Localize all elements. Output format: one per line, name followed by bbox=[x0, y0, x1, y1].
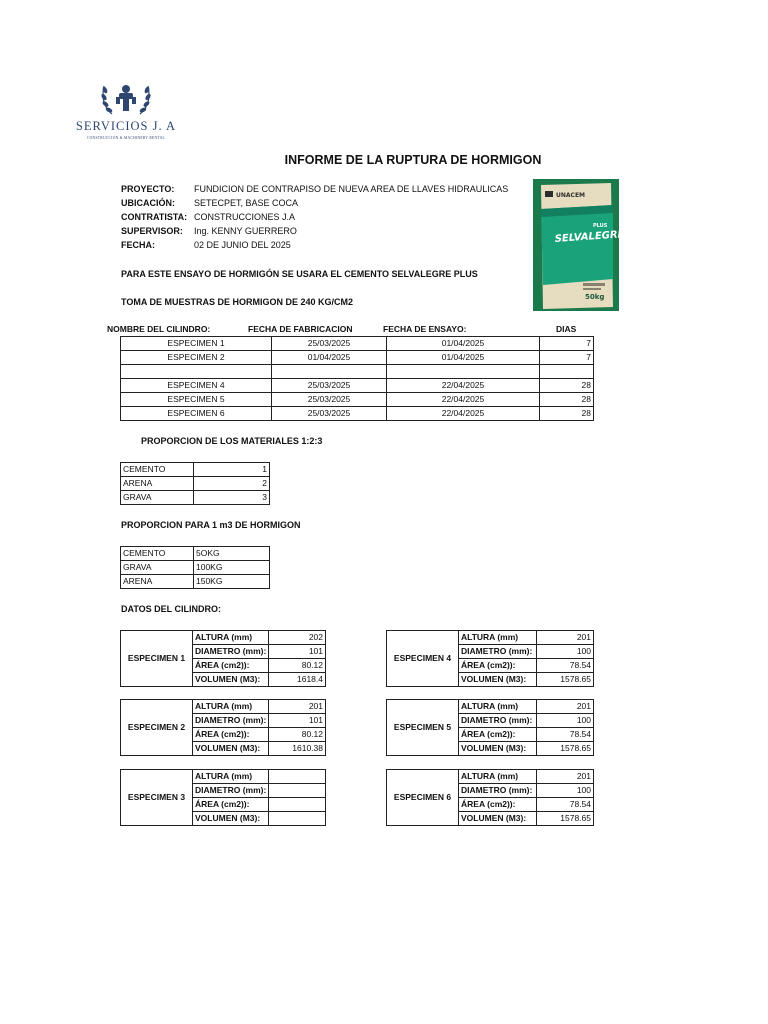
specimen-5-table bbox=[386, 699, 594, 756]
table-row bbox=[121, 351, 594, 365]
specimen-6-name: ESPECIMEN 6 bbox=[387, 770, 459, 826]
cell-days: 28 bbox=[540, 393, 594, 407]
cell-days: 28 bbox=[540, 379, 594, 393]
cell-days: 7 bbox=[540, 351, 594, 365]
cell-material: GRAVA bbox=[121, 491, 194, 505]
table-row bbox=[121, 477, 270, 491]
cell-days bbox=[540, 365, 594, 379]
table-row bbox=[121, 337, 594, 351]
specimen-4-name: ESPECIMEN 4 bbox=[387, 631, 459, 687]
diametro-label: DIAMETRO (mm): bbox=[193, 784, 269, 798]
altura-label: ALTURA (mm) bbox=[193, 700, 269, 714]
fecha-label: FECHA: bbox=[121, 240, 155, 250]
specimen-1-table bbox=[120, 630, 326, 687]
diametro-value: 100 bbox=[537, 645, 594, 659]
area-label: ÁREA (cm2)): bbox=[193, 798, 269, 812]
per-m3-table bbox=[120, 546, 270, 589]
area-label: ÁREA (cm2)): bbox=[459, 728, 537, 742]
cell-material: GRAVA bbox=[121, 561, 194, 575]
cell-name: ESPECIMEN 5 bbox=[121, 393, 272, 407]
cell-material: ARENA bbox=[121, 575, 194, 589]
table-row bbox=[121, 547, 270, 561]
cell-test: 22/04/2025 bbox=[387, 379, 540, 393]
area-label: ÁREA (cm2)): bbox=[459, 659, 537, 673]
cell-value: 150KG bbox=[194, 575, 270, 589]
header-days: DIAS bbox=[556, 324, 577, 334]
bag-product: SELVALEGRE bbox=[554, 229, 619, 245]
cell-name bbox=[121, 365, 272, 379]
cell-material: CEMENTO bbox=[121, 547, 194, 561]
altura-value: 202 bbox=[269, 631, 326, 645]
volumen-value bbox=[269, 812, 326, 826]
bag-plus: PLUS bbox=[593, 223, 608, 229]
altura-value bbox=[269, 770, 326, 784]
area-value: 80.12 bbox=[269, 659, 326, 673]
cell-name: ESPECIMEN 1 bbox=[121, 337, 272, 351]
diametro-label: DIAMETRO (mm): bbox=[459, 645, 537, 659]
cell-material: CEMENTO bbox=[121, 463, 194, 477]
altura-value: 201 bbox=[537, 700, 594, 714]
volumen-label: VOLUMEN (M3): bbox=[459, 812, 537, 826]
diametro-label: DIAMETRO (mm): bbox=[193, 714, 269, 728]
cylinders-table bbox=[120, 336, 594, 421]
proportion-title: PROPORCION DE LOS MATERIALES 1:2:3 bbox=[141, 436, 323, 446]
volumen-value: 1610.38 bbox=[269, 742, 326, 756]
area-label: ÁREA (cm2)): bbox=[459, 798, 537, 812]
diametro-label: DIAMETRO (mm): bbox=[459, 784, 537, 798]
header-cylinder-name: NOMBRE DEL CILINDRO: bbox=[107, 324, 211, 334]
altura-label: ALTURA (mm) bbox=[459, 770, 537, 784]
header-fab-date: FECHA DE FABRICACION bbox=[248, 324, 353, 334]
cell-name: ESPECIMEN 2 bbox=[121, 351, 272, 365]
area-label: ÁREA (cm2)): bbox=[193, 659, 269, 673]
area-value: 78.54 bbox=[537, 659, 594, 673]
fecha-value: 02 DE JUNIO DEL 2025 bbox=[194, 240, 291, 250]
logo-name: SERVICIOS J. A bbox=[75, 119, 177, 133]
cement-bag-icon bbox=[533, 179, 619, 311]
cement-bag-image bbox=[533, 179, 619, 311]
cell-fab: 25/03/2025 bbox=[272, 407, 387, 421]
diametro-value: 101 bbox=[269, 645, 326, 659]
diametro-label: DIAMETRO (mm): bbox=[193, 645, 269, 659]
volumen-label: VOLUMEN (M3): bbox=[193, 742, 269, 756]
table-row bbox=[121, 561, 270, 575]
area-value: 78.54 bbox=[537, 798, 594, 812]
cell-days: 28 bbox=[540, 407, 594, 421]
altura-value: 201 bbox=[537, 770, 594, 784]
cell-value: 2 bbox=[194, 477, 270, 491]
specimen-1-name: ESPECIMEN 1 bbox=[121, 631, 193, 687]
volumen-label: VOLUMEN (M3): bbox=[193, 673, 269, 687]
altura-label: ALTURA (mm) bbox=[193, 631, 269, 645]
cell-fab: 01/04/2025 bbox=[272, 351, 387, 365]
ubicacion-value: SETECPET, BASE COCA bbox=[194, 198, 299, 208]
cell-name: ESPECIMEN 4 bbox=[121, 379, 272, 393]
diametro-value: 101 bbox=[269, 714, 326, 728]
proportion-table bbox=[120, 462, 270, 505]
altura-label: ALTURA (mm) bbox=[459, 631, 537, 645]
cell-value: 100KG bbox=[194, 561, 270, 575]
diametro-value: 100 bbox=[537, 784, 594, 798]
specimen-3-table bbox=[120, 769, 326, 826]
table-row bbox=[121, 379, 594, 393]
table-row bbox=[121, 491, 270, 505]
area-label: ÁREA (cm2)): bbox=[193, 728, 269, 742]
altura-value: 201 bbox=[269, 700, 326, 714]
specimen-4-table bbox=[386, 630, 594, 687]
cell-fab: 25/03/2025 bbox=[272, 337, 387, 351]
altura-label: ALTURA (mm) bbox=[459, 700, 537, 714]
header-test-date: FECHA DE ENSAYO: bbox=[383, 324, 467, 334]
cell-test: 22/04/2025 bbox=[387, 393, 540, 407]
specimen-2-table bbox=[120, 699, 326, 756]
company-logo bbox=[70, 78, 182, 148]
area-value: 78.54 bbox=[537, 728, 594, 742]
supervisor-label: SUPERVISOR: bbox=[121, 226, 183, 236]
cell-name: ESPECIMEN 6 bbox=[121, 407, 272, 421]
bag-brand: UNACEM bbox=[556, 192, 586, 199]
volumen-value: 1578.65 bbox=[537, 742, 594, 756]
page-title: INFORME DE LA RUPTURA DE HORMIGON bbox=[284, 153, 542, 167]
volumen-value: 1578.65 bbox=[537, 812, 594, 826]
cement-note: PARA ESTE ENSAYO DE HORMIGÓN SE USARA EL CEMENTO SELVALEGRE PLUS bbox=[121, 269, 478, 279]
bag-weight: 50kg bbox=[585, 293, 605, 301]
logo-emblem-icon bbox=[70, 78, 182, 120]
table-row bbox=[121, 463, 270, 477]
cell-material: ARENA bbox=[121, 477, 194, 491]
cylinder-data-title: DATOS DEL CILINDRO: bbox=[121, 604, 222, 614]
area-value bbox=[269, 798, 326, 812]
altura-label: ALTURA (mm) bbox=[193, 770, 269, 784]
cell-fab: 25/03/2025 bbox=[272, 379, 387, 393]
table-row bbox=[121, 575, 270, 589]
samples-note: TOMA DE MUESTRAS DE HORMIGON DE 240 KG/CM2 bbox=[121, 297, 354, 307]
cell-test: 22/04/2025 bbox=[387, 407, 540, 421]
contratista-value: CONSTRUCCIONES J.A bbox=[194, 212, 296, 222]
cell-test bbox=[387, 365, 540, 379]
cell-value: 1 bbox=[194, 463, 270, 477]
proyecto-value: FUNDICION DE CONTRAPISO DE NUEVA AREA DE LLAVES HIDRAULICAS bbox=[194, 184, 509, 194]
specimen-5-name: ESPECIMEN 5 bbox=[387, 700, 459, 756]
area-value: 80.12 bbox=[269, 728, 326, 742]
volumen-label: VOLUMEN (M3): bbox=[459, 673, 537, 687]
diametro-label: DIAMETRO (mm): bbox=[459, 714, 537, 728]
volumen-value: 1618.4 bbox=[269, 673, 326, 687]
altura-value: 201 bbox=[537, 631, 594, 645]
cell-fab: 25/03/2025 bbox=[272, 393, 387, 407]
cell-days: 7 bbox=[540, 337, 594, 351]
per-m3-title: PROPORCION PARA 1 m3 DE HORMIGON bbox=[121, 520, 301, 530]
contratista-label: CONTRATISTA: bbox=[121, 212, 188, 222]
supervisor-value: Ing. KENNY GUERRERO bbox=[194, 226, 297, 236]
ubicacion-label: UBICACIÓN: bbox=[121, 198, 175, 208]
table-row bbox=[121, 407, 594, 421]
proyecto-label: PROYECTO: bbox=[121, 184, 175, 194]
cell-test: 01/04/2025 bbox=[387, 351, 540, 365]
diametro-value bbox=[269, 784, 326, 798]
cell-test: 01/04/2025 bbox=[387, 337, 540, 351]
diametro-value: 100 bbox=[537, 714, 594, 728]
table-row bbox=[121, 365, 594, 379]
table-row bbox=[121, 393, 594, 407]
cell-fab bbox=[272, 365, 387, 379]
volumen-value: 1578.65 bbox=[537, 673, 594, 687]
volumen-label: VOLUMEN (M3): bbox=[459, 742, 537, 756]
cell-value: 3 bbox=[194, 491, 270, 505]
specimen-6-table bbox=[386, 769, 594, 826]
volumen-label: VOLUMEN (M3): bbox=[193, 812, 269, 826]
cell-value: 5OKG bbox=[194, 547, 270, 561]
specimen-3-name: ESPECIMEN 3 bbox=[121, 770, 193, 826]
specimen-2-name: ESPECIMEN 2 bbox=[121, 700, 193, 756]
logo-tagline: CONSTRUCCION & MACHINERY RENTAL bbox=[86, 136, 166, 140]
